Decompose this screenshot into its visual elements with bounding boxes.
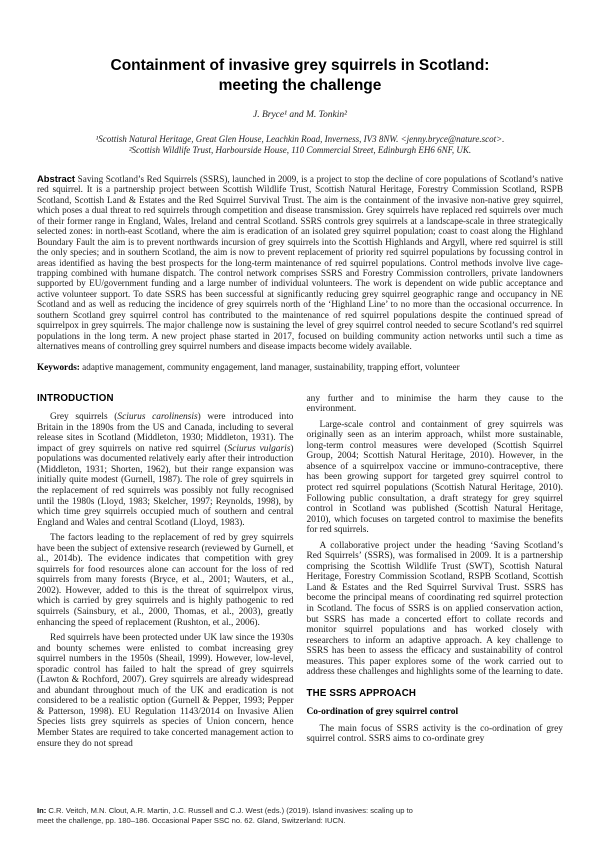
intro-p1-text: ) populations was documented relatively early after their introduction (Middleton, 1931; Shorten, 1962), but their range expansion was initially quite modest (Gurnell, 1987). The role of grey squirrels in the replacement of red squirrels was possibly not fully recognised until the 1980s (Lloyd, 1983; Skelcher, 1997; Reynolds, 1998), by which time grey squirrels occupied much of southern and central England and Wales and central Scotland (Lloyd, 1983).	[37, 443, 294, 528]
authors-line: J. Bryce¹ and M. Tonkin²	[253, 109, 347, 120]
footer-text: C.R. Veitch, M.N. Clout, A.R. Martin, J.C. Russell and C.J. West (eds.) (2019). Island invasives: scaling up to meet the challenge, pp. 180–186. Occasional Paper SSC no. 62. Gland, Switzerland: IUCN.	[37, 806, 413, 825]
left-column	[37, 394, 294, 755]
paper-title	[37, 56, 563, 97]
ssrs-approach-heading: THE SSRS APPROACH	[306, 687, 417, 699]
affiliation-1: ¹Scottish Natural Heritage, Great Glen House, Leachkin Road, Inverness, IV3 8NW. <jenny.bryce@nature.scot>.	[95, 133, 505, 144]
keywords-label: Keywords:	[37, 361, 80, 372]
ssrs-paragraph-1: The main focus of SSRS activity is the co-ordination of grey squirrel control. SSRS aims to co-ordinate grey	[306, 723, 563, 745]
footer-label: In:	[37, 806, 47, 815]
species-name-red: Sciurus vulgaris	[227, 443, 291, 454]
two-column-body	[37, 394, 563, 755]
citation-footer	[37, 806, 415, 825]
intro-paragraph-1	[37, 412, 294, 528]
introduction-heading: INTRODUCTION	[37, 392, 114, 404]
keywords-line	[37, 362, 563, 372]
affiliation-2: ²Scottish Wildlife Trust, Harbourside House, 110 Commercial Street, Edinburgh EH6 6NF, UK.	[128, 145, 472, 156]
intro-paragraph-4: Large-scale control and containment of grey squirrels was originally seen as an interim approach, whilst more sustainable, long-term control measures were developed (Scottish Squirrel Group, 2004; Scottish Natural Heritage, 2010). However, in the absence of a squirrelpox vaccine or immuno-contraceptive, there has been growing support for targeted grey squirrel control to protect red squirrel populations (Scottish Natural Heritage, 2010). Following public consultation, a draft strategy for grey squirrel control in Scotland was published (Scottish Natural Heritage, 2010), which focuses on targeted control to maximise the benefits for red squirrels.	[306, 419, 563, 536]
abstract-text: Saving Scotland’s Red Squirrels (SSRS), launched in 2009, is a project to stop the decline of core populations of Scotland’s native red squirrel. It is a partnership project between Scottish Wildlife Trust, Scottish Natural Heritage, Forestry Commission Scotland, RSPB Scotland, Scottish Land & Estates and the Red Squirrel Survival Trust. The aim is the containment of the invasive non-native grey squirrel, which poses a dual threat to red squirrels through competition and disease transmission. Grey squirrels have replaced red squirrels over much of their former range in England, Wales, Ireland and central Scotland. SSRS controls grey squirrels at a landscape-scale in three strategically selected zones: in north-east Scotland, where the aim is eradication of an isolated grey squirrel population; coast to coast along the Highland Boundary Fault the aim is to prevent northwards incursion of grey squirrels into the Scottish Highlands and Argyll, where red squirrel is still the only species; and in southern Scotland, the aim is now to prevent replacement of priority red squirrel populations by focussing control in areas identified as having the best prospects for the long-term maintenance of red squirrel populations. Control methods involve live cage-trapping combined with humane dispatch. The control network comprises SSRS and Forestry Commission controllers, private landowners supported by EU/government funding and a large number of individual volunteers. The work is dependent on wide public acceptance and active volunteer support. To date SSRS has been successful at significantly reducing grey squirrel geographic range and occupancy in NE Scotland and as well as reducing the incidence of grey squirrels north of the ‘Highland Line’ to no more than the occasional occurrence. In southern Scotland grey squirrel control has contributed to the maintenance of red squirrel populations despite the continued spread of squirrelpox in grey squirrels. The major challenge now is sustaining the level of grey squirrel control needed to secure Scotland’s red squirrel populations in the long term. A new project phase started in 2017, focused on building community action networks until such a time as alternatives means of controlling grey squirrel numbers and disease impacts become widely available.	[37, 173, 563, 352]
title-line-1: Containment of invasive grey squirrels in Scotland:	[110, 57, 490, 74]
intro-p1-text: Grey squirrels (	[50, 412, 118, 423]
intro-paragraph-2: The factors leading to the replacement of red by grey squirrels have been the subject of extensive research (reviewed by Gurnell, et al., 2014b). The evidence indicates that competition with grey squirrels for food resources alone can account for the loss of red squirrels from many forests (Bryce, et al., 2001; Wauters, et al., 2002). However, added to this is the threat of squirrelpox virus, which is carried by grey squirrels and is highly pathogenic to red squirrels (Sainsbury, et al., 2000, Thomas, et al., 2003), greatly enhancing the speed of replacement (Rushton, et al., 2006).	[37, 533, 294, 628]
title-line-2: meeting the challenge	[218, 77, 382, 95]
intro-paragraph-3-continued: any further and to minimise the harm they cause to the environment.	[306, 393, 563, 415]
abstract-label: Abstract	[37, 172, 76, 184]
paper-header	[37, 0, 563, 157]
keywords-text: adaptive management, community engagement, land manager, sustainability, trapping effort, volunteer	[82, 361, 460, 372]
species-name-grey: Sciurus carolinensis	[117, 412, 198, 423]
coordination-subheading: Co-ordination of grey squirrel control	[306, 707, 459, 718]
intro-paragraph-5: A collaborative project under the heading ‘Saving Scotland’s Red Squirrels’ (SSRS), was formalised in 2009. It is a partnership comprising the Scottish Wildlife Trust (SWT), Scottish Natural Heritage, Forestry Commission Scotland, RSPB Scotland, Scottish Land & Estates and the Red Squirrel Survival Trust. SSRS has become the principal means of coordinating red squirrel protection in Scotland. The focus of SSRS is on applied conservation action, but SSRS has made a concerted effort to collate records and monitor squirrel populations and has worked closely with researchers to inform an adaptive approach. A key challenge to SSRS has been to assess the efficacy and sustainability of control measures. This paper explores some of the work carried out to address these challenges and highlights some of the learning to date.	[306, 540, 563, 678]
intro-paragraph-3: Red squirrels have been protected under UK law since the 1930s and bounty schemes were enlisted to combat increasing grey squirrel numbers in the 1950s (Sheail, 1999). However, low-level, sporadic control has failed to halt the spread of grey squirrels (Lawton & Rochford, 2007). Grey squirrels are already widespread and abundant throughout much of the UK and eradication is not considered to be a realistic option (Gurnell & Pepper, 1993; Pepper & Patterson, 1998). EU Regulation 1143/2014 on Invasive Alien Species lists grey squirrels as species of Union concern, hence Member States are required to take concerted management action to ensure they do not spread	[37, 633, 294, 749]
right-column	[307, 394, 564, 755]
affiliations	[37, 134, 563, 157]
abstract-paragraph	[37, 174, 563, 352]
intro-p1-text: ) were introduced into Britain in the 1890s from the US and Canada, including to several release sites in Scotland (Middleton, 1930; Middleton, 1931). The impact of grey squirrels on native red squirrel (	[37, 412, 294, 454]
